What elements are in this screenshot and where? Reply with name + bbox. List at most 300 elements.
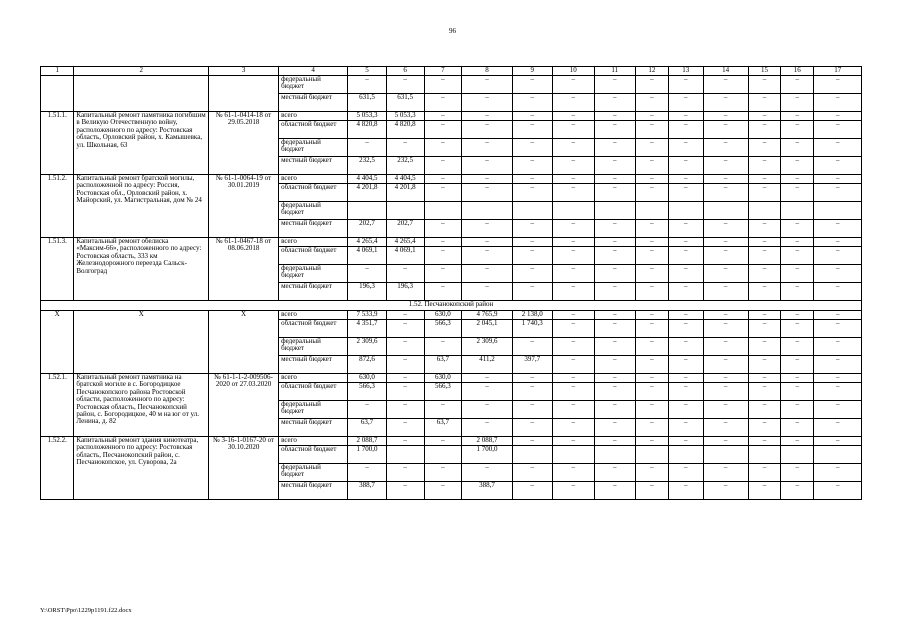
value-cell: – (781, 157, 814, 175)
value-cell: – (781, 94, 814, 112)
table-row (41, 437, 862, 446)
value-cell: – (814, 184, 862, 202)
column-header: 8 (462, 67, 513, 76)
budget-type: федеральный бюджет (279, 76, 348, 94)
budget-type: федеральный бюджет (279, 139, 348, 157)
value-cell: – (552, 76, 594, 94)
value-cell: – (386, 356, 424, 374)
value-cell: – (635, 320, 668, 338)
value-cell: – (594, 76, 635, 94)
value-cell: – (635, 157, 668, 175)
footer-path: Y:\ORST\Ppo\1229p1191.f22.docx (40, 607, 132, 614)
value-cell: – (512, 374, 552, 383)
value-cell: – (348, 401, 387, 419)
value-cell: – (552, 238, 594, 247)
value-cell: – (594, 175, 635, 184)
value-cell: – (512, 419, 552, 437)
value-cell: – (424, 112, 462, 121)
value-cell: – (635, 283, 668, 301)
value-cell: – (424, 121, 462, 139)
value-cell: – (703, 220, 748, 238)
value-cell: – (748, 184, 780, 202)
value-cell: – (424, 401, 462, 419)
item-number: X (41, 311, 74, 374)
value-cell: – (814, 265, 862, 283)
value-cell: – (781, 464, 814, 482)
value-cell: – (594, 338, 635, 356)
value-cell: – (703, 401, 748, 419)
value-cell: – (781, 247, 814, 265)
value-cell (552, 446, 594, 464)
budget-type: областной бюджет (279, 320, 348, 338)
value-cell: – (703, 464, 748, 482)
value-cell: – (594, 482, 635, 500)
value-cell: 566,3 (424, 320, 462, 338)
value-cell: – (781, 374, 814, 383)
value-cell: – (635, 220, 668, 238)
value-cell: – (424, 464, 462, 482)
value-cell: – (512, 220, 552, 238)
value-cell: – (386, 464, 424, 482)
column-header: 9 (512, 67, 552, 76)
value-cell: – (594, 283, 635, 301)
value-cell: – (748, 320, 780, 338)
value-cell: – (594, 374, 635, 383)
value-cell: – (748, 401, 780, 419)
value-cell: – (348, 76, 387, 94)
value-cell: 397,7 (512, 356, 552, 374)
value-cell: – (594, 464, 635, 482)
value-cell: – (386, 265, 424, 283)
value-cell: – (386, 139, 424, 157)
value-cell: – (703, 356, 748, 374)
value-cell: – (635, 482, 668, 500)
value-cell (781, 446, 814, 464)
value-cell (635, 446, 668, 464)
column-header: 5 (348, 67, 387, 76)
value-cell: – (635, 374, 668, 383)
value-cell: – (814, 238, 862, 247)
value-cell: – (748, 283, 780, 301)
value-cell: – (669, 419, 703, 437)
value-cell: – (669, 374, 703, 383)
value-cell: – (635, 311, 668, 320)
value-cell: – (814, 320, 862, 338)
column-header: 1 (41, 67, 74, 76)
value-cell: 388,7 (348, 482, 387, 500)
budget-type: областной бюджет (279, 383, 348, 401)
section-row (41, 301, 862, 311)
table-row (41, 175, 862, 184)
value-cell: 630,0 (424, 311, 462, 320)
column-header: 7 (424, 67, 462, 76)
value-cell: – (669, 175, 703, 184)
value-cell (814, 446, 862, 464)
value-cell: – (552, 184, 594, 202)
value-cell (635, 202, 668, 220)
value-cell: 872,6 (348, 356, 387, 374)
value-cell: – (781, 283, 814, 301)
value-cell: – (462, 238, 513, 247)
value-cell: – (594, 238, 635, 247)
value-cell: – (703, 112, 748, 121)
budget-type: местный бюджет (279, 356, 348, 374)
value-cell: – (462, 112, 513, 121)
value-cell: – (594, 311, 635, 320)
value-cell: – (703, 338, 748, 356)
value-cell (348, 202, 387, 220)
value-cell: 63,7 (348, 419, 387, 437)
value-cell: 202,7 (386, 220, 424, 238)
value-cell: – (594, 157, 635, 175)
item-document: X (209, 311, 279, 374)
value-cell: – (512, 383, 552, 401)
value-cell: – (781, 419, 814, 437)
value-cell: – (594, 356, 635, 374)
value-cell: – (424, 220, 462, 238)
value-cell: 630,0 (348, 374, 387, 383)
value-cell: 411,2 (462, 356, 513, 374)
budget-type: местный бюджет (279, 419, 348, 437)
value-cell: – (424, 238, 462, 247)
value-cell: – (462, 401, 513, 419)
value-cell: – (552, 464, 594, 482)
value-cell: – (552, 157, 594, 175)
value-cell: – (635, 265, 668, 283)
value-cell: – (635, 437, 668, 446)
value-cell: – (512, 139, 552, 157)
table-row (41, 311, 862, 320)
value-cell: – (814, 482, 862, 500)
value-cell: 4 069,1 (386, 247, 424, 265)
item-number: 1.52.1. (41, 374, 74, 437)
value-cell: – (552, 320, 594, 338)
item-number: 1.51.3. (41, 238, 74, 301)
value-cell: – (748, 265, 780, 283)
value-cell: – (669, 401, 703, 419)
value-cell: – (552, 283, 594, 301)
value-cell: – (748, 238, 780, 247)
value-cell: 5 053,3 (348, 112, 387, 121)
value-cell: – (635, 76, 668, 94)
value-cell: – (512, 94, 552, 112)
item-document: № 61-1-0467-18 от 08.06.2018 (209, 238, 279, 301)
value-cell: – (703, 437, 748, 446)
value-cell: – (552, 338, 594, 356)
empty-cell (41, 76, 74, 112)
column-header: 6 (386, 67, 424, 76)
item-document: № 61-1-0414-18 от 29.05.2018 (209, 112, 279, 175)
value-cell: – (386, 383, 424, 401)
value-cell (424, 446, 462, 464)
value-cell: 631,5 (386, 94, 424, 112)
value-cell: 4 265,4 (348, 238, 387, 247)
value-cell: – (635, 419, 668, 437)
table-row (41, 374, 862, 383)
value-cell: – (635, 247, 668, 265)
value-cell: – (386, 437, 424, 446)
value-cell: – (552, 383, 594, 401)
value-cell: – (635, 356, 668, 374)
value-cell: – (348, 464, 387, 482)
value-cell: – (703, 320, 748, 338)
value-cell: – (424, 265, 462, 283)
column-header: 3 (209, 67, 279, 76)
value-cell: – (703, 374, 748, 383)
value-cell: 1 700,0 (348, 446, 387, 464)
value-cell: – (512, 283, 552, 301)
value-cell: 1 740,3 (512, 320, 552, 338)
value-cell: 63,7 (424, 356, 462, 374)
column-header: 2 (74, 67, 209, 76)
value-cell: 2 088,7 (348, 437, 387, 446)
value-cell: – (703, 157, 748, 175)
value-cell: – (748, 94, 780, 112)
item-document: № 61-1-0064-19 от 30.01.2019 (209, 175, 279, 238)
value-cell: – (424, 482, 462, 500)
value-cell: – (552, 265, 594, 283)
value-cell: – (594, 401, 635, 419)
value-cell: – (462, 374, 513, 383)
value-cell: – (462, 139, 513, 157)
budget-type: местный бюджет (279, 283, 348, 301)
value-cell: – (386, 482, 424, 500)
value-cell: – (462, 94, 513, 112)
value-cell: – (669, 464, 703, 482)
value-cell: – (703, 76, 748, 94)
value-cell: – (462, 265, 513, 283)
value-cell: – (552, 175, 594, 184)
budget-type: всего (279, 238, 348, 247)
value-cell: – (748, 175, 780, 184)
value-cell: – (386, 374, 424, 383)
value-cell: – (635, 175, 668, 184)
column-header: 17 (814, 67, 862, 76)
budget-type: местный бюджет (279, 482, 348, 500)
value-cell: – (814, 437, 862, 446)
value-cell (512, 446, 552, 464)
column-header: 15 (748, 67, 780, 76)
value-cell: – (552, 419, 594, 437)
empty-cell (209, 76, 279, 112)
value-cell: – (814, 94, 862, 112)
value-cell: – (462, 419, 513, 437)
value-cell: – (594, 94, 635, 112)
value-cell: – (781, 356, 814, 374)
value-cell: – (552, 437, 594, 446)
value-cell: – (462, 383, 513, 401)
value-cell: – (635, 464, 668, 482)
item-document: № 61-1-1-2-009506-2020 от 27.03.2020 (209, 374, 279, 437)
value-cell: – (669, 247, 703, 265)
value-cell: – (703, 283, 748, 301)
value-cell: – (594, 184, 635, 202)
value-cell: – (781, 76, 814, 94)
value-cell: – (348, 265, 387, 283)
value-cell: – (552, 139, 594, 157)
value-cell: – (748, 464, 780, 482)
item-number: 1.51.2. (41, 175, 74, 238)
value-cell: – (462, 76, 513, 94)
column-header: 12 (635, 67, 668, 76)
value-cell: – (462, 247, 513, 265)
value-cell: – (462, 184, 513, 202)
value-cell: – (552, 311, 594, 320)
value-cell: 1 700,0 (462, 446, 513, 464)
value-cell: – (781, 437, 814, 446)
value-cell: – (512, 338, 552, 356)
value-cell: – (781, 184, 814, 202)
budget-type: местный бюджет (279, 157, 348, 175)
value-cell: 2 138,0 (512, 311, 552, 320)
item-document: № 3-16-1-0167-20 от 30.10.2020 (209, 437, 279, 500)
value-cell: 232,5 (386, 157, 424, 175)
value-cell: – (512, 464, 552, 482)
value-cell: – (462, 175, 513, 184)
value-cell: – (669, 265, 703, 283)
value-cell: – (814, 338, 862, 356)
value-cell: – (552, 94, 594, 112)
budget-type: областной бюджет (279, 247, 348, 265)
value-cell: – (781, 311, 814, 320)
budget-type: всего (279, 374, 348, 383)
value-cell: 196,3 (348, 283, 387, 301)
value-cell: – (594, 139, 635, 157)
value-cell: – (748, 220, 780, 238)
value-cell: – (703, 265, 748, 283)
value-cell: – (748, 383, 780, 401)
column-header: 13 (669, 67, 703, 76)
value-cell: – (703, 94, 748, 112)
value-cell: – (635, 112, 668, 121)
value-cell (462, 202, 513, 220)
value-cell: – (781, 112, 814, 121)
value-cell (669, 202, 703, 220)
value-cell: – (552, 401, 594, 419)
value-cell: 4 820,8 (386, 121, 424, 139)
value-cell: – (635, 184, 668, 202)
value-cell: – (512, 112, 552, 121)
value-cell: 2 088,7 (462, 437, 513, 446)
value-cell (814, 202, 862, 220)
value-cell: – (748, 419, 780, 437)
value-cell: 2 045,1 (462, 320, 513, 338)
value-cell: – (635, 338, 668, 356)
header-row (41, 67, 862, 76)
value-cell: – (814, 157, 862, 175)
value-cell: – (669, 76, 703, 94)
value-cell: 63,7 (424, 419, 462, 437)
value-cell: – (552, 374, 594, 383)
value-cell: – (814, 220, 862, 238)
value-cell: – (635, 94, 668, 112)
value-cell: – (781, 482, 814, 500)
value-cell: – (635, 401, 668, 419)
value-cell (386, 202, 424, 220)
value-cell: 4 069,1 (348, 247, 387, 265)
value-cell: – (748, 139, 780, 157)
value-cell (594, 202, 635, 220)
value-cell: – (703, 419, 748, 437)
value-cell: – (512, 157, 552, 175)
value-cell: – (386, 338, 424, 356)
value-cell: 4 201,8 (386, 184, 424, 202)
value-cell: – (703, 238, 748, 247)
value-cell: – (669, 157, 703, 175)
item-name: Капитальный ремонт здания кинотеатра, расположенного по адресу: Ростовская область, Песчанокопский район, с. Песчанокопское, ул. Суворова, 2а (74, 437, 209, 500)
value-cell: – (703, 121, 748, 139)
budget-type: федеральный бюджет (279, 464, 348, 482)
value-cell: – (386, 401, 424, 419)
value-cell: – (781, 401, 814, 419)
value-cell: – (424, 139, 462, 157)
table-row (41, 76, 862, 94)
value-cell: 4 404,5 (386, 175, 424, 184)
value-cell: – (386, 419, 424, 437)
item-number: 1.51.1. (41, 112, 74, 175)
value-cell: – (635, 121, 668, 139)
value-cell: – (669, 220, 703, 238)
value-cell: – (781, 175, 814, 184)
column-header: 16 (781, 67, 814, 76)
value-cell: – (748, 76, 780, 94)
value-cell: – (814, 112, 862, 121)
value-cell: – (748, 157, 780, 175)
value-cell: – (512, 247, 552, 265)
value-cell: 4 351,7 (348, 320, 387, 338)
value-cell: – (386, 76, 424, 94)
value-cell: – (594, 265, 635, 283)
value-cell: 7 533,9 (348, 311, 387, 320)
budget-type: федеральный бюджет (279, 401, 348, 419)
empty-cell (74, 76, 209, 112)
value-cell (703, 202, 748, 220)
value-cell: – (512, 265, 552, 283)
value-cell: – (635, 139, 668, 157)
item-name: Капитальный ремонт памятника на братской могиле в с. Богородицкое Песчанокопского района Ростовской области, расположенного по адресу: Ростовская область, Песчанокопский район, с. Богородицкое, 40 м на юг от ул. Ленина, д. 82 (74, 374, 209, 437)
budget-type: областной бюджет (279, 446, 348, 464)
value-cell: 630,0 (424, 374, 462, 383)
value-cell: – (669, 283, 703, 301)
value-cell: – (462, 157, 513, 175)
value-cell: 4 265,4 (386, 238, 424, 247)
value-cell: – (635, 383, 668, 401)
value-cell: 566,3 (424, 383, 462, 401)
value-cell: – (424, 175, 462, 184)
value-cell: – (669, 482, 703, 500)
budget-type: областной бюджет (279, 184, 348, 202)
value-cell (669, 446, 703, 464)
value-cell: – (635, 238, 668, 247)
value-cell: – (669, 184, 703, 202)
value-cell: 196,3 (386, 283, 424, 301)
value-cell: – (814, 139, 862, 157)
value-cell: – (462, 121, 513, 139)
value-cell: – (594, 419, 635, 437)
budget-type: местный бюджет (279, 94, 348, 112)
value-cell: – (424, 76, 462, 94)
value-cell: – (814, 374, 862, 383)
value-cell: – (512, 76, 552, 94)
value-cell: – (669, 437, 703, 446)
value-cell: – (781, 139, 814, 157)
value-cell: – (669, 383, 703, 401)
page-number: 96 (449, 27, 456, 35)
value-cell: – (748, 121, 780, 139)
value-cell: – (703, 383, 748, 401)
value-cell: – (703, 139, 748, 157)
value-cell: – (669, 356, 703, 374)
